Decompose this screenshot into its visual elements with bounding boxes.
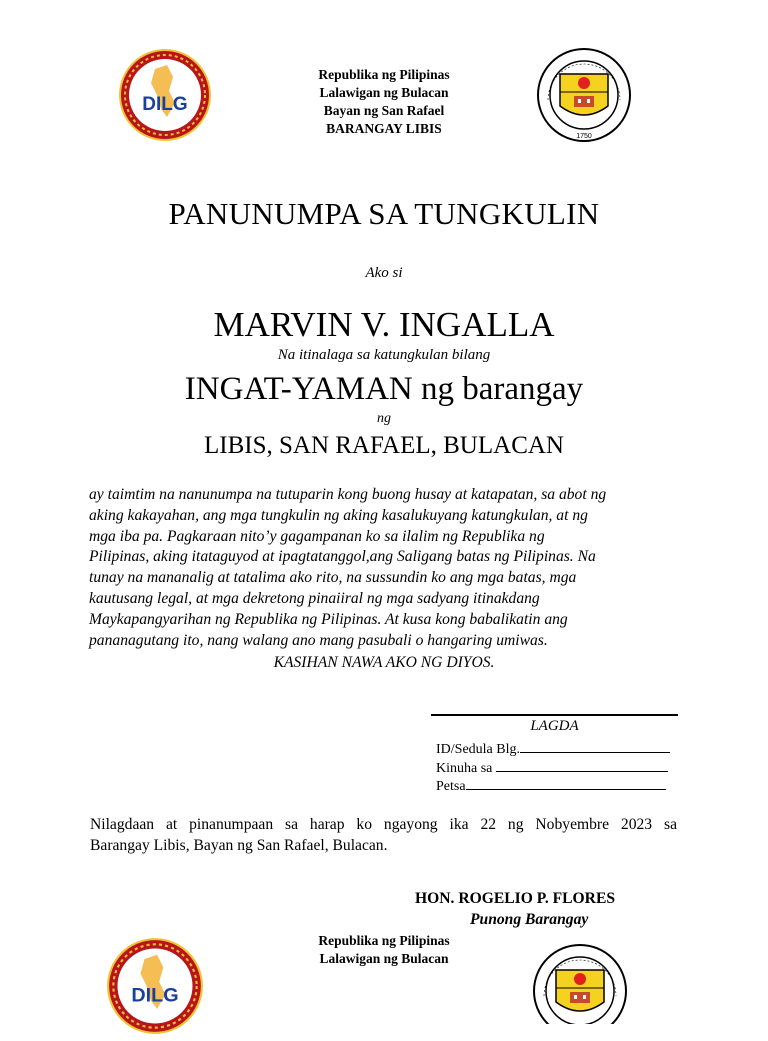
oath-line: Maykapangyarihan ng Republika ng Pilipinas. At kusa kong babalikatin ang: [89, 610, 568, 628]
svg-text:DILG: DILG: [131, 984, 179, 1007]
svg-text:1750: 1750: [576, 133, 592, 140]
taken-blank: [496, 758, 668, 772]
san-rafael-seal-footer: [530, 936, 630, 1024]
header-line-republic: Republika ng Pilipinas: [318, 67, 450, 82]
header-line-municipality: Bayan ng San Rafael: [323, 103, 445, 118]
signature-label: LAGDA: [530, 718, 579, 734]
official-title: Punong Barangay: [470, 911, 589, 928]
oath-closing: KASIHAN NAWA AKO NG DIYOS.: [273, 654, 495, 671]
id-field: [436, 739, 670, 759]
oath-line: kautusang legal, at mga dekretong pinaiiral ng mga sadyang itinakdang: [89, 589, 540, 607]
taken-field: [436, 758, 668, 778]
place-name: LIBIS, SAN RAFAEL, BULACAN: [204, 432, 564, 459]
dilg-seal-icon: [117, 47, 213, 143]
oath-line: aking kakayahan, ang mga tungkulin ng aking kasalukuyang katungkulan, at ng: [89, 506, 588, 524]
header-line-barangay: BARANGAY LIBIS: [326, 121, 442, 136]
date-label: Petsa: [436, 779, 466, 794]
of-text: ng: [377, 411, 391, 426]
attestation: [90, 814, 677, 856]
header-line-province: Lalawigan ng Bulacan: [319, 85, 449, 100]
position-title: INGAT-YAMAN ng barangay: [184, 371, 584, 407]
oath-line: Pilipinas, aking itataguyod at ipagtatanggol,ang Saligang batas ng Pilipinas. Na: [89, 548, 596, 566]
dilg-logo: [117, 47, 213, 143]
oath-line: ay taimtim na nanunumpa na tutuparin kong buong husay at katapatan, sa abot ng: [89, 486, 607, 503]
intro-text: Ako si: [365, 265, 403, 281]
footer-line-province: Lalawigan ng Bulacan: [319, 951, 449, 966]
official-name: HON. ROGELIO P. FLORES: [415, 890, 616, 907]
footer-letterhead: [284, 932, 484, 968]
taken-label: Kinuha sa: [436, 761, 493, 776]
date-field: [436, 776, 666, 796]
oath-body: [89, 485, 678, 651]
dilg-seal-icon: [105, 936, 205, 1036]
date-blank: [466, 776, 666, 790]
oath-line: tunay na mananalig at tatalima ako rito, na sussundin ko ang mga batas, mga: [89, 569, 577, 587]
san-rafael-seal: [536, 40, 632, 150]
id-label: ID/Sedula Blg.: [436, 742, 520, 757]
oath-line: pananagutang ito, nang walang ano mang pasubali o hangaring umiwas.: [89, 631, 548, 649]
letterhead: [284, 66, 484, 138]
san-rafael-seal-icon: [530, 936, 630, 1024]
id-blank: [520, 739, 670, 753]
document-title: PANUNUMPA SA TUNGKULIN: [168, 196, 600, 231]
attestation-line: Barangay Libis, Bayan ng San Rafael, Bulacan.: [90, 837, 388, 854]
san-rafael-seal-icon: [536, 40, 632, 150]
attestation-line: Nilagdaan at pinanumpaan sa harap ko ngayong ika 22 ng Nobyembre 2023 sa: [90, 816, 677, 833]
footer-line-republic: Republika ng Pilipinas: [318, 933, 450, 948]
oath-taker-name: MARVIN V. INGALLA: [213, 305, 555, 344]
oath-line: mga iba pa. Pagkaraan nito’y gagampanan ko sa ilalim ng Republika ng: [89, 527, 545, 545]
svg-text:DILG: DILG: [142, 94, 188, 115]
dilg-logo-footer: [105, 936, 205, 1036]
signature-line: [431, 714, 678, 716]
appointed-text: Na itinalaga sa katungkulan bilang: [277, 347, 491, 363]
